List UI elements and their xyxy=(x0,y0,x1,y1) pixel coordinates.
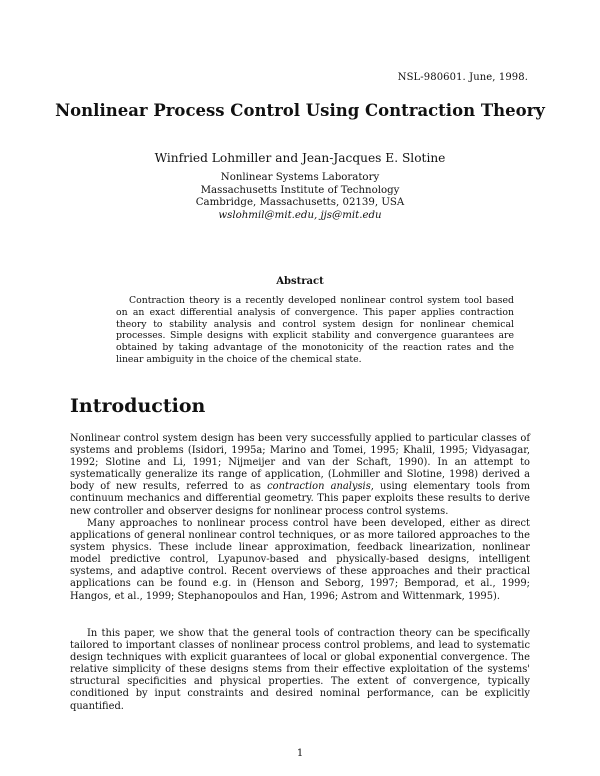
paper-title: Nonlinear Process Control Using Contraction Theory xyxy=(55,101,545,120)
intro-p1-before: Nonlinear control system design has been very successfully applied to particular classes of systems and problems (Isidori, 1995a; Marino and Tomei, 1995; Khalil, 1995; Vidyasagar, 1992; Slotine and Li, 1991; Nijmeijer and van der Schaft, 1990). In an attempt to systematically generalize its range of application, (Lohmiller and Slotine, 1998) derived a body of new results, referred to as xyxy=(70,433,530,493)
affiliation-institution: Massachusetts Institute of Technology xyxy=(200,184,400,196)
intro-paragraph-3: In this paper, we show that the general tools of contraction theory can be specifically tailored to important classes of nonlinear process control problems, and lead to systematic design techniques with explicit guarantees of local or global exponential convergence. The relative simplicity of these designs stems from their effective exploitation of the systems' structural specificities and physical properties. The extent of convergence, typically conditioned by input constraints and desired nominal performance, can be explicitly quantified. xyxy=(70,628,530,712)
abstract-heading: Abstract xyxy=(276,276,324,287)
intro-p1-after: , using elementary tools from continuum mechanics and differential geometry. This paper exploits these results to derive new controller and observer designs for nonlinear process control systems. xyxy=(70,481,530,517)
paper-authors: Winfried Lohmiller and Jean-Jacques E. Slotine xyxy=(154,151,446,165)
author-emails[interactable]: wslohmil@mit.edu, jjs@mit.edu xyxy=(218,209,382,221)
intro-paragraph-2: Many approaches to nonlinear process control have been developed, either as direct applications of general nonlinear control techniques, or as more tailored approaches to the system physics. These include linear approximation, feedback linearization, nonlinear model predictive control, Lyapunov-based and physically-based designs, intelligent systems, and adaptive control. Recent overviews of these approaches and their practical applications can be found e.g. in (Henson and Seborg, 1997; Bemporad, et al., 1999; Hangos, et al., 1999; Stephanopoulos and Han, 1996; Astrom and Wittenmark, 1995). xyxy=(70,518,530,602)
introduction-heading: Introduction xyxy=(70,395,206,417)
affiliation-block xyxy=(0,172,600,222)
page-number: 1 xyxy=(296,748,304,759)
affiliation-lab: Nonlinear Systems Laboratory xyxy=(220,172,380,183)
intro-p1-emphasis: contraction analysis xyxy=(267,481,371,493)
report-id: NSL-980601. June, 1998. xyxy=(397,72,528,83)
affiliation-address: Cambridge, Massachusetts, 02139, USA xyxy=(195,197,405,209)
intro-paragraph-1 xyxy=(70,433,530,518)
abstract-text: Contraction theory is a recently developed nonlinear control system tool based on an exact differential analysis of convergence. This paper applies contraction theory to stability analysis and control system design for nonlinear chemical processes. Simple designs with explicit stability and convergence guarantees are obtained by taking advantage of the monotonicity of the reaction rates and the linear ambiguity in the choice of the chemical state. xyxy=(116,295,514,365)
